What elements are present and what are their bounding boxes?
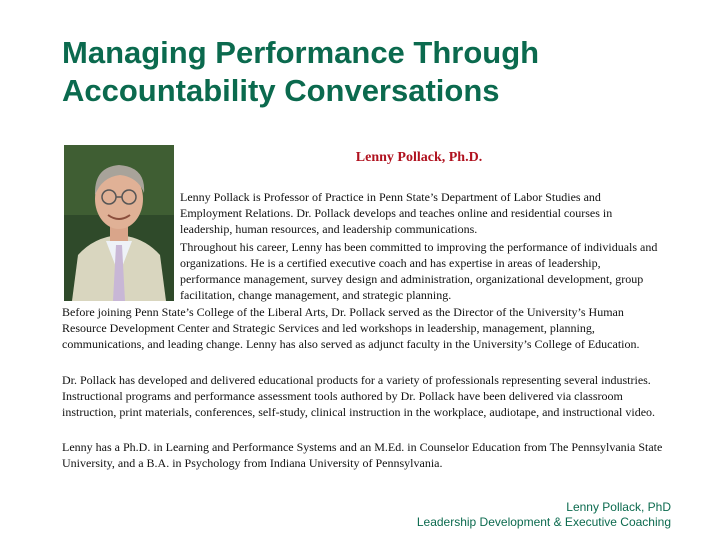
footer [417,500,671,530]
bio-paragraph-5: Lenny has a Ph.D. in Learning and Performance Systems and an M.Ed. in Counselor Education from The Pennsylvania State University, and a B.A. in Psychology from Indiana University of Pennsylvania. [62,440,663,470]
bio-paragraph-3: Before joining Penn State’s College of the Liberal Arts, Dr. Pollack served as the Director of the University’s Human Resource Development Center and Strategic Services and led workshops in leadership, management, planning, communications, and leading change. Lenny has also served as adjunct faculty in the University’s College of Education. [62,305,640,351]
person-portrait-icon [64,145,174,301]
footer-tagline: Leadership Development & Executive Coaching [416,515,671,529]
title-line-2: Accountability Conversations [62,73,500,108]
title-line-1: Managing Performance Through [62,35,540,70]
bio-paragraph-4: Dr. Pollack has developed and delivered educational products for a variety of professionals representing several industries. Instructional programs and performance assessment tools authored by Dr. Pollack have been delivered via classroom instruction, print materials, conferences, self-study, clinical instruction in the workplace, audiotape, and instructional video. [62,373,656,419]
bio-paragraph-1: Lenny Pollack is Professor of Practice in Penn State’s Department of Labor Studies and Employment Relations. Dr. Pollack develops and teaches online and residential courses in leadership, human resources, and leadership communications. [180,190,613,236]
speaker-name: Lenny Pollack, Ph.D. [355,150,483,165]
footer-name: Lenny Pollack, PhD [566,500,671,514]
slide-title [62,34,702,110]
bio-paragraph-2: Throughout his career, Lenny has been committed to improving the performance of individuals and organizations. He is a certified executive coach and has expertise in areas of leadership, performance management, survey design and administration, organizational development, group facilitation, change management, and strategic planning. [180,240,658,302]
profile-photo [64,145,174,301]
